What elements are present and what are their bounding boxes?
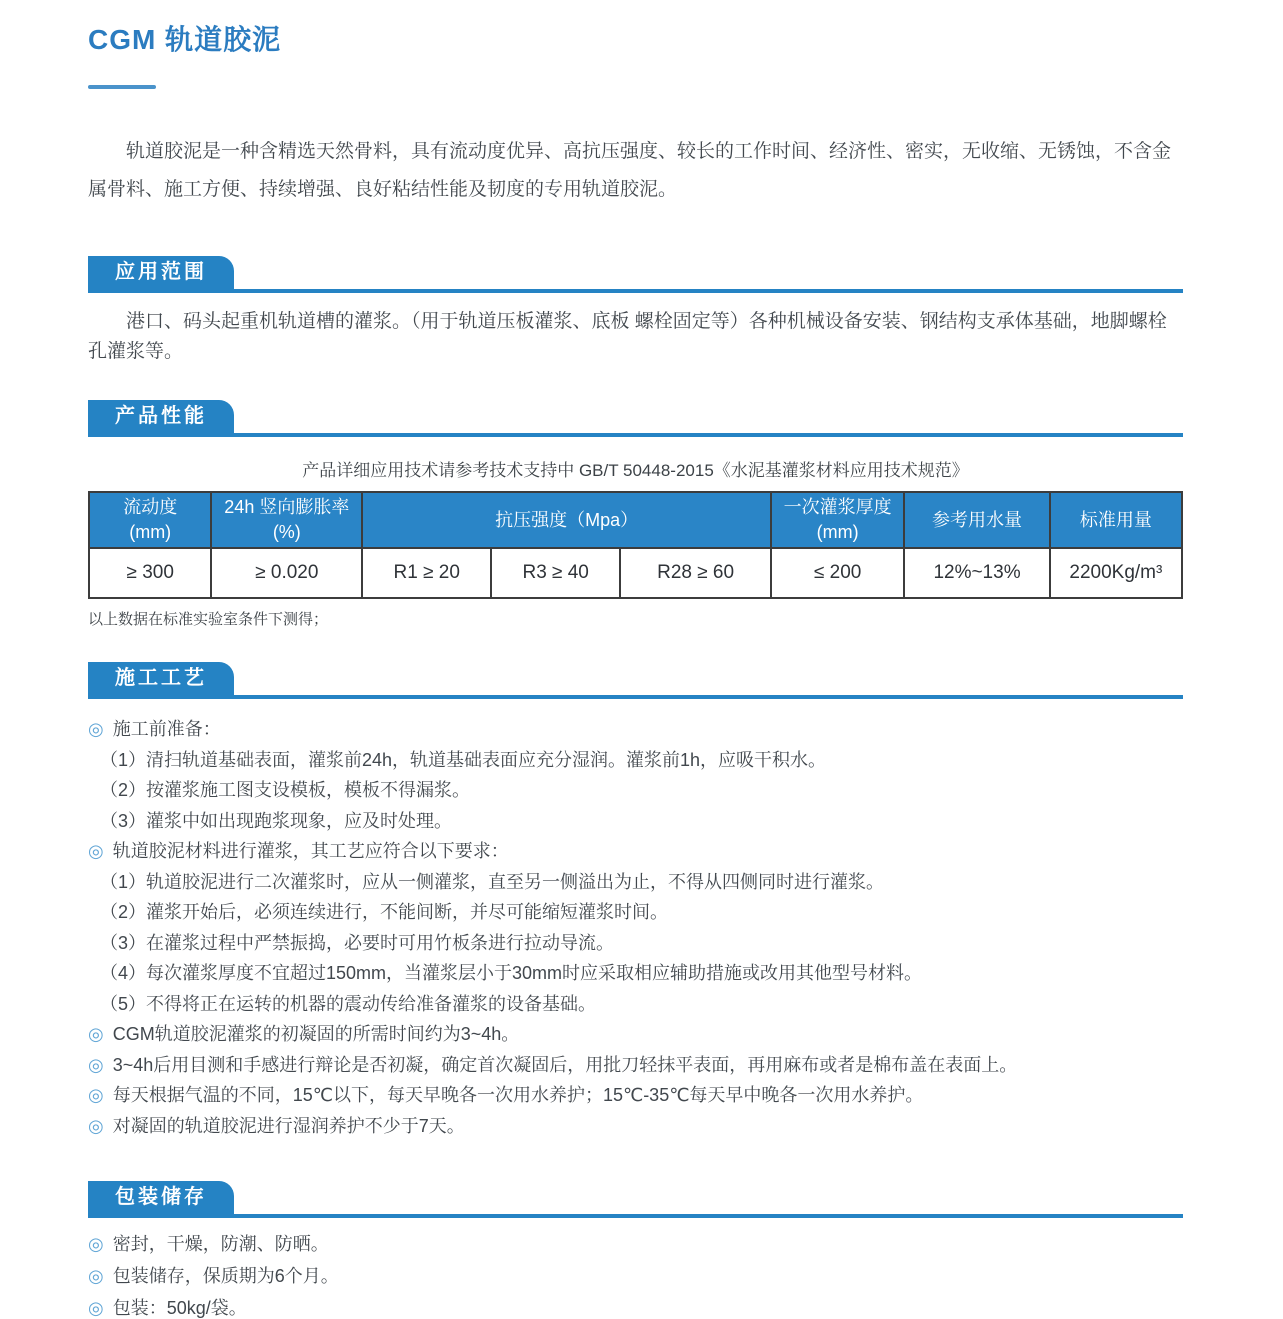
bullet-ring-icon: ◎ (88, 719, 104, 739)
section-heading-application: 应用范围 (88, 256, 234, 289)
section-bar-performance (88, 400, 1183, 437)
col-header-compressive-strength: 抗压强度（Mpa） (362, 492, 771, 548)
list-item: （5）不得将正在运转的机器的震动传给准备灌浆的设备基础。 (100, 993, 597, 1014)
list-item: ◎ 每天根据气温的不同，15℃以下，每天早晚各一次用水养护；15℃-35℃每天早中晚各一次用水养护。 (88, 1085, 924, 1105)
list-item: ◎ 包装：50kg/袋。 (88, 1297, 247, 1318)
col-header-water-ratio: 参考用水量 (904, 492, 1049, 548)
title-underline (88, 85, 156, 89)
list-item: ◎ 对凝固的轨道胶泥进行湿润养护不少于7天。 (88, 1115, 465, 1136)
list-item: ◎ 轨道胶泥材料进行灌浆，其工艺应符合以下要求： (88, 841, 509, 861)
section-bar-storage (88, 1181, 1183, 1218)
storage-list (88, 1234, 1183, 1319)
value-strength-r1: R1 ≥ 20 (362, 548, 491, 598)
bullet-ring-icon: ◎ (88, 1297, 104, 1318)
section-heading-performance: 产品性能 (88, 400, 234, 433)
section-bar-application (88, 256, 1183, 293)
section-heading-storage: 包装储存 (88, 1181, 234, 1214)
list-item: ◎ CGM轨道胶泥灌浆的初凝固的所需时间约为3~4h。 (88, 1024, 520, 1044)
table-footnote: 以上数据在标准实验室条件下测得； (88, 611, 329, 628)
col-header-flowability: 流动度 (mm) (89, 492, 211, 548)
bullet-ring-icon: ◎ (88, 1265, 104, 1286)
col-header-expansion: 24h 竖向膨胀率 (%) (211, 492, 362, 548)
value-grout-thickness: ≤ 200 (771, 548, 904, 598)
value-water-ratio: 12%~13% (904, 548, 1049, 598)
process-list (88, 719, 1183, 1137)
col-header-grout-thickness: 一次灌浆厚度 (mm) (771, 492, 904, 548)
list-item: ◎ 3~4h后用目测和手感进行辩论是否初凝，确定首次凝固后，用批刀轻抹平表面，再用麻布或者是棉布盖在表面上。 (88, 1054, 1018, 1075)
intro-paragraph: 轨道胶泥是一种含精选天然骨料，具有流动度优异、高抗压强度、较长的工作时间、经济性、密实，无收缩、无锈蚀，不含金属骨料、施工方便、持续增强、良好粘结性能及韧度的专用轨道胶泥。 (88, 141, 1172, 200)
list-item: ◎ 包装储存，保质期为6个月。 (88, 1265, 339, 1286)
list-item: （3）在灌浆过程中严禁振捣，必要时可用竹板条进行拉动导流。 (100, 932, 615, 953)
bullet-ring-icon: ◎ (88, 1054, 104, 1075)
col-header-standard-dosage: 标准用量 (1050, 492, 1182, 548)
table-data-row (89, 548, 1182, 598)
page-title: CGM 轨道胶泥 (88, 24, 282, 55)
list-item: （3）灌浆中如出现跑浆现象，应及时处理。 (100, 810, 453, 831)
performance-table (88, 491, 1183, 599)
list-item: （4）每次灌浆厚度不宜超过150mm，当灌浆层小于30mm时应采取相应辅助措施或改用其他型号材料。 (100, 963, 923, 983)
value-standard-dosage: 2200Kg/m³ (1050, 548, 1182, 598)
list-item: ◎ 密封，干燥，防潮、防晒。 (88, 1233, 329, 1254)
list-item: ◎ 施工前准备： (88, 719, 221, 739)
value-expansion: ≥ 0.020 (211, 548, 362, 598)
bullet-ring-icon: ◎ (88, 1115, 104, 1136)
value-strength-r3: R3 ≥ 40 (491, 548, 620, 598)
value-flowability: ≥ 300 (89, 548, 211, 598)
bullet-ring-icon: ◎ (88, 1233, 104, 1254)
list-item: （1）轨道胶泥进行二次灌浆时，应从一侧灌浆，直至另一侧溢出为止，不得从四侧同时进行灌浆。 (100, 871, 885, 892)
bullet-ring-icon: ◎ (88, 1085, 104, 1105)
performance-standard-note: 产品详细应用技术请参考技术支持中 GB/T 50448-2015《水泥基灌浆材料应用技术规范》 (302, 461, 969, 480)
bullet-ring-icon: ◎ (88, 1024, 104, 1044)
section-bar-process (88, 662, 1183, 699)
table-header-row (89, 492, 1182, 548)
bullet-ring-icon: ◎ (88, 841, 104, 861)
application-body: 港口、码头起重机轨道槽的灌浆。（用于轨道压板灌浆、底板 螺栓固定等）各种机械设备安装、钢结构支承体基础，地脚螺栓孔灌浆等。 (88, 311, 1167, 362)
list-item: （2）按灌浆施工图支设模板，模板不得漏浆。 (100, 780, 471, 800)
value-strength-r28: R28 ≥ 60 (620, 548, 771, 598)
list-item: （1）清扫轨道基础表面，灌浆前24h，轨道基础表面应充分湿润。灌浆前1h，应吸干积水。 (100, 749, 827, 770)
section-heading-process: 施工工艺 (88, 662, 234, 695)
list-item: （2）灌浆开始后，必须连续进行，不能间断，并尽可能缩短灌浆时间。 (100, 902, 669, 922)
